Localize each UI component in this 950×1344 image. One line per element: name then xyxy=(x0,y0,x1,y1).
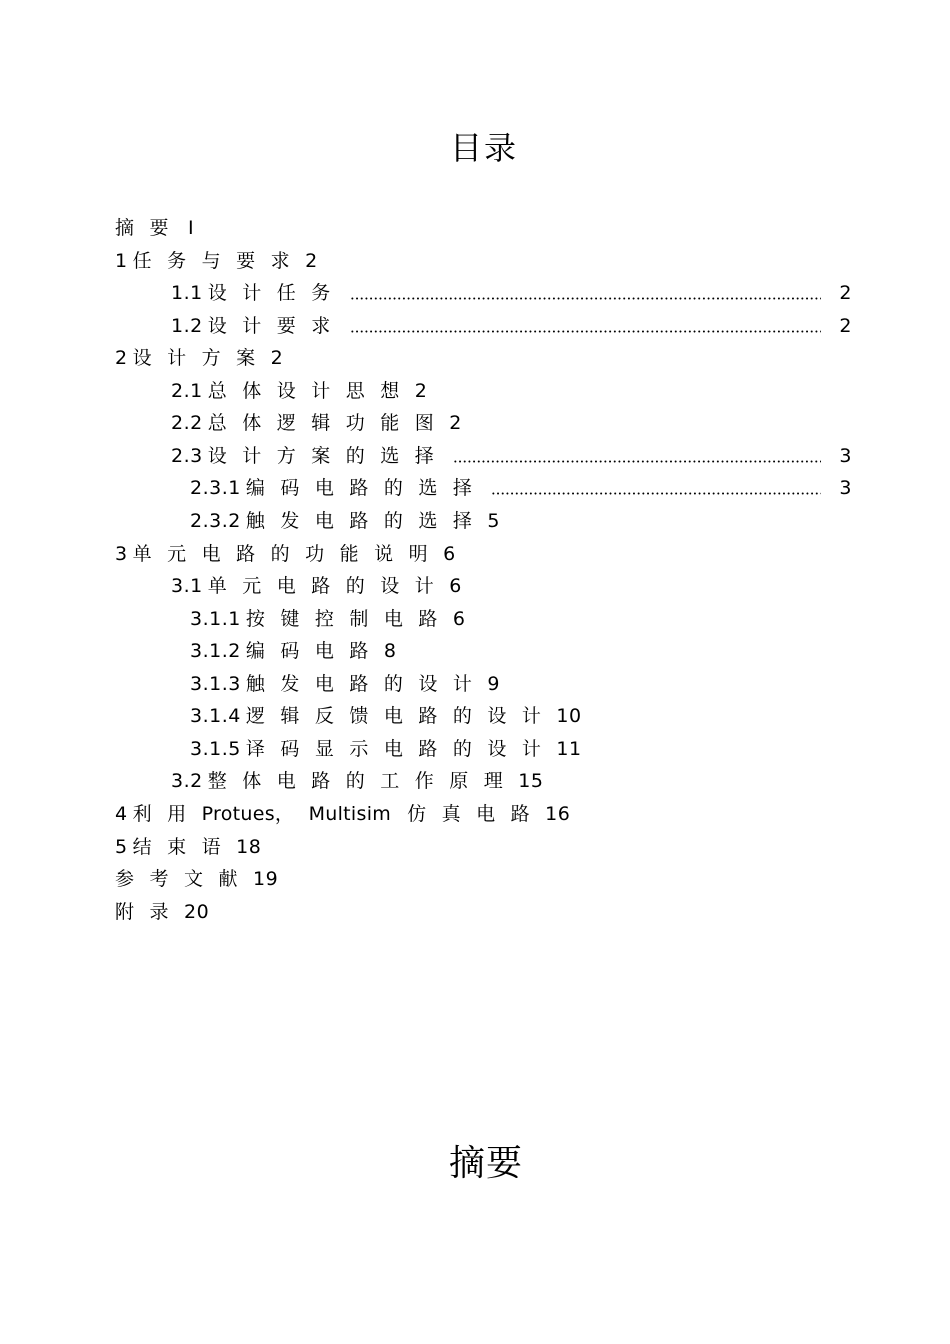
toc-entry[interactable] xyxy=(115,700,852,732)
toc-entry-page: 16 xyxy=(545,803,571,825)
toc-entry-text: 逻辑反馈电路的设计 xyxy=(245,705,557,727)
toc-entry-text: 编码电路的选择 xyxy=(245,477,488,499)
toc-entry-number: 1.1 xyxy=(171,282,203,304)
toc-entry[interactable] xyxy=(115,570,852,602)
abstract-heading: 摘要 xyxy=(448,1143,523,1184)
toc-entry-text: 利用 xyxy=(132,803,202,825)
toc-entry[interactable] xyxy=(115,342,852,374)
toc-entry-page: 2 xyxy=(839,315,852,337)
toc-entry[interactable] xyxy=(115,472,852,504)
toc-entry-page: 6 xyxy=(452,608,466,630)
toc-entry[interactable] xyxy=(115,505,852,537)
toc-entry-page: I xyxy=(188,217,195,239)
toc-entry-number: 4 xyxy=(115,803,128,825)
toc-entry-page: 15 xyxy=(518,770,544,792)
toc-entry-text: 设计方案 xyxy=(132,347,271,369)
toc-entry[interactable] xyxy=(115,635,852,667)
toc-entry-number: 3.1.2 xyxy=(190,640,241,662)
toc-entry-page: 18 xyxy=(236,836,262,858)
toc-entry[interactable] xyxy=(115,603,852,635)
toc-entry-number: 3 xyxy=(115,543,128,565)
toc-entry-page: 10 xyxy=(556,705,582,727)
toc-entry[interactable] xyxy=(115,407,852,439)
toc-entry[interactable] xyxy=(115,245,852,277)
toc-entry-number: 3.1.5 xyxy=(190,738,241,760)
toc-entry-number: 2.1 xyxy=(171,380,203,402)
page-title: 目录 xyxy=(449,129,518,167)
toc-entry-page: 2 xyxy=(305,250,318,272)
toc-entry-number: 2.3 xyxy=(171,445,203,467)
toc-entry-software: Protues， Multisim xyxy=(201,803,392,825)
toc-entry[interactable] xyxy=(115,538,852,570)
toc-entry[interactable] xyxy=(115,212,852,244)
toc-entry-text: 设计方案的选择 xyxy=(207,445,450,467)
toc-entry-page: 3 xyxy=(839,445,852,467)
toc-entry-number: 3.1.3 xyxy=(190,673,241,695)
toc-entry-page: 6 xyxy=(449,575,462,597)
toc-entry-number: 3.2 xyxy=(171,770,203,792)
toc-entry-page: 2 xyxy=(839,282,852,304)
toc-entry[interactable] xyxy=(115,798,852,830)
toc-entry-text: 整体电路的工作原理 xyxy=(207,770,519,792)
toc-entry-text: 单元电路的功能说明 xyxy=(132,543,444,565)
toc-entry-text: 总体设计思想 xyxy=(207,380,415,402)
toc-entry-text-continued: 仿真电路 xyxy=(407,803,546,825)
toc-entry-page: 2 xyxy=(414,380,428,402)
toc-entry-text: 结束语 xyxy=(132,836,237,858)
toc-entry[interactable] xyxy=(115,863,852,895)
toc-entry[interactable] xyxy=(115,896,852,928)
toc-entry-text: 设计任务 xyxy=(207,282,346,304)
toc-entry-text: 任务与要求 xyxy=(132,250,306,272)
toc-entry-text: 参考文献 xyxy=(115,868,254,890)
toc-entry-page: 11 xyxy=(556,738,582,760)
toc-entry-page: 2 xyxy=(449,412,462,434)
toc-entry-text: 附录 xyxy=(115,901,185,923)
toc-dot-leader xyxy=(453,447,821,466)
toc-entry-text: 按键控制电路 xyxy=(245,608,453,630)
toc-entry[interactable] xyxy=(115,831,852,863)
toc-entry-text: 触发电路的设计 xyxy=(245,673,488,695)
toc-entry-text: 摘要 xyxy=(115,217,185,239)
toc-entry-text: 译码显示电路的设计 xyxy=(245,738,557,760)
toc-entry-number: 1 xyxy=(115,250,128,272)
toc-entry[interactable] xyxy=(115,668,852,700)
toc-entry[interactable] xyxy=(115,310,852,342)
toc-entry-number: 5 xyxy=(115,836,128,858)
toc-entry-text: 设计要求 xyxy=(207,315,346,337)
toc-dot-leader xyxy=(350,317,822,336)
toc-entry[interactable] xyxy=(115,733,852,765)
toc-entry-number: 3.1 xyxy=(171,575,203,597)
toc-entry-number: 2 xyxy=(115,347,128,369)
toc-entry-page: 3 xyxy=(839,477,852,499)
toc-entry-number: 1.2 xyxy=(171,315,203,337)
toc-entry-text: 单元电路的设计 xyxy=(207,575,450,597)
toc-entry[interactable] xyxy=(115,765,852,797)
toc-entry-page: 20 xyxy=(184,901,210,923)
toc-entry-number: 3.1.4 xyxy=(190,705,241,727)
toc-entry[interactable] xyxy=(115,277,852,309)
toc-entry-number: 3.1.1 xyxy=(190,608,241,630)
toc-entry-text: 总体逻辑功能图 xyxy=(207,412,450,434)
toc-entry-page: 19 xyxy=(253,868,279,890)
toc-dot-leader xyxy=(491,479,821,498)
toc-entry-page: 9 xyxy=(487,673,500,695)
toc-entry-page: 8 xyxy=(383,640,397,662)
toc-entry-number: 2.3.2 xyxy=(190,510,241,532)
toc-entry[interactable] xyxy=(115,440,852,472)
toc-entry-number: 2.2 xyxy=(171,412,203,434)
toc-dot-leader xyxy=(350,284,822,303)
toc-entry-page: 6 xyxy=(443,543,456,565)
toc-entry-text: 编码电路 xyxy=(245,640,384,662)
toc-entry-number: 2.3.1 xyxy=(190,477,241,499)
toc-entry-text: 触发电路的选择 xyxy=(245,510,488,532)
toc-entry[interactable] xyxy=(115,375,852,407)
toc-entry-page: 5 xyxy=(487,510,500,532)
toc-entry-page: 2 xyxy=(270,347,284,369)
